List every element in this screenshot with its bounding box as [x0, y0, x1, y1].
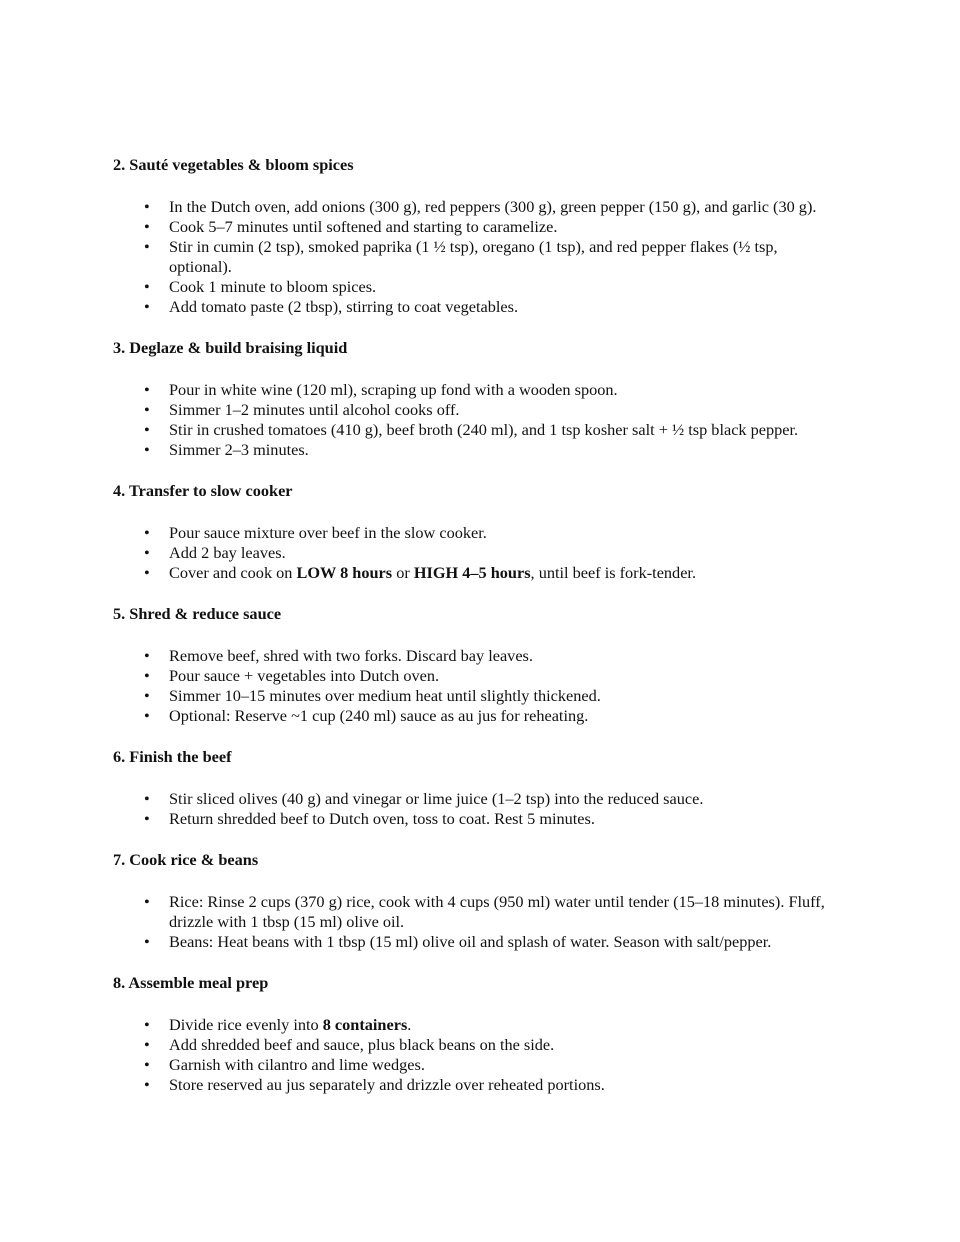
recipe-step-section [113, 973, 843, 1095]
item-text: Return shredded beef to Dutch oven, toss to coat. Rest 5 minutes. [169, 809, 595, 828]
item-text: Add tomato paste (2 tbsp), stirring to coat vegetables. [169, 297, 519, 316]
bullet-icon: • [144, 297, 150, 316]
bullet-icon: • [144, 1015, 150, 1034]
bullet-icon: • [144, 686, 150, 705]
step-list [113, 789, 843, 829]
list-item [144, 440, 843, 460]
list-item [144, 789, 843, 809]
list-item [144, 543, 843, 563]
bullet-icon: • [144, 563, 150, 582]
list-item [144, 666, 843, 686]
item-text: Simmer 10–15 minutes over medium heat until slightly thickened. [169, 686, 601, 705]
bullet-icon: • [144, 277, 150, 296]
list-item [144, 420, 843, 440]
list-item [144, 400, 843, 420]
item-text: or [392, 563, 414, 582]
step-heading: 6. Finish the beef [113, 747, 232, 766]
item-text: Store reserved au jus separately and drizzle over reheated portions. [169, 1075, 605, 1094]
list-item [144, 277, 843, 297]
item-text: Garnish with cilantro and lime wedges. [169, 1055, 425, 1074]
item-text: Beans: Heat beans with 1 tbsp (15 ml) olive oil and splash of water. Season with salt/pepper. [169, 932, 772, 951]
list-item [144, 1035, 843, 1055]
item-text: Add shredded beef and sauce, plus black beans on the side. [169, 1035, 555, 1054]
bullet-icon: • [144, 237, 150, 256]
item-text: Pour in white wine (120 ml), scraping up fond with a wooden spoon. [169, 380, 618, 399]
bullet-icon: • [144, 1035, 150, 1054]
item-text: Simmer 2–3 minutes. [169, 440, 309, 459]
item-text: In the Dutch oven, add onions (300 g), red peppers (300 g), green pepper (150 g), and garlic (30 g). [169, 197, 817, 216]
item-text: Pour sauce mixture over beef in the slow cooker. [169, 523, 487, 542]
list-item [144, 197, 843, 217]
bullet-icon: • [144, 217, 150, 236]
bullet-icon: • [144, 789, 150, 808]
item-text: Cook 1 minute to bloom spices. [169, 277, 377, 296]
bullet-icon: • [144, 666, 150, 685]
list-item [144, 380, 843, 400]
step-list [113, 892, 843, 952]
step-list [113, 197, 843, 317]
recipe-step-section [113, 850, 843, 952]
recipe-step-section [113, 747, 843, 829]
list-item [144, 892, 843, 932]
list-item [144, 686, 843, 706]
step-list [113, 1015, 843, 1095]
item-text: Rice: Rinse 2 cups (370 g) rice, cook with 4 cups (950 ml) water until tender (15–18 minutes). Fluff, drizzle with 1 tbsp (15 ml) olive oil. [169, 892, 825, 931]
bold-text: LOW 8 hours [296, 563, 393, 582]
item-text: Stir in crushed tomatoes (410 g), beef broth (240 ml), and 1 tsp kosher salt + ½ tsp black pepper. [169, 420, 799, 439]
bullet-icon: • [144, 400, 150, 419]
step-list [113, 380, 843, 460]
bullet-icon: • [144, 523, 150, 542]
bullet-icon: • [144, 809, 150, 828]
recipe-step-section [113, 155, 843, 317]
item-text: Add 2 bay leaves. [169, 543, 286, 562]
list-item [144, 932, 843, 952]
bold-text: HIGH 4–5 hours [413, 563, 531, 582]
item-text: Pour sauce + vegetables into Dutch oven. [169, 666, 440, 685]
step-heading: 4. Transfer to slow cooker [113, 481, 293, 500]
item-text: Divide rice evenly into [169, 1015, 323, 1034]
item-text: Optional: Reserve ~1 cup (240 ml) sauce as au jus for reheating. [169, 706, 589, 725]
step-heading: 8. Assemble meal prep [113, 973, 269, 992]
recipe-step-section [113, 338, 843, 460]
bullet-icon: • [144, 440, 150, 459]
bullet-icon: • [144, 1075, 150, 1094]
step-heading: 2. Sauté vegetables & bloom spices [113, 155, 354, 174]
item-text: Stir in cumin (2 tsp), smoked paprika (1 ½ tsp), oregano (1 tsp), and red pepper flakes (½ tsp, optional). [169, 237, 778, 276]
step-list [113, 523, 843, 583]
list-item [144, 523, 843, 543]
bullet-icon: • [144, 646, 150, 665]
step-heading: 3. Deglaze & build braising liquid [113, 338, 348, 357]
bullet-icon: • [144, 420, 150, 439]
list-item [144, 563, 843, 583]
recipe-step-section [113, 481, 843, 583]
bullet-icon: • [144, 1055, 150, 1074]
item-text: Stir sliced olives (40 g) and vinegar or lime juice (1–2 tsp) into the reduced sauce. [169, 789, 704, 808]
item-text: Cover and cook on [169, 563, 297, 582]
list-item [144, 809, 843, 829]
step-heading: 7. Cook rice & beans [113, 850, 259, 869]
bullet-icon: • [144, 380, 150, 399]
item-text: . [407, 1015, 412, 1034]
step-heading: 5. Shred & reduce sauce [113, 604, 282, 623]
step-list [113, 646, 843, 726]
item-text: Simmer 1–2 minutes until alcohol cooks off. [169, 400, 460, 419]
bullet-icon: • [144, 197, 150, 216]
list-item [144, 646, 843, 666]
list-item [144, 1075, 843, 1095]
bold-text: 8 containers [322, 1015, 408, 1034]
recipe-document [113, 155, 843, 1116]
list-item [144, 706, 843, 726]
item-text: Cook 5–7 minutes until softened and starting to caramelize. [169, 217, 558, 236]
list-item [144, 297, 843, 317]
item-text: , until beef is fork-tender. [530, 563, 697, 582]
list-item [144, 1015, 843, 1035]
bullet-icon: • [144, 706, 150, 725]
bullet-icon: • [144, 932, 150, 951]
bullet-icon: • [144, 892, 150, 911]
bullet-icon: • [144, 543, 150, 562]
item-text: Remove beef, shred with two forks. Discard bay leaves. [169, 646, 533, 665]
list-item [144, 1055, 843, 1075]
recipe-step-section [113, 604, 843, 726]
list-item [144, 237, 843, 277]
list-item [144, 217, 843, 237]
